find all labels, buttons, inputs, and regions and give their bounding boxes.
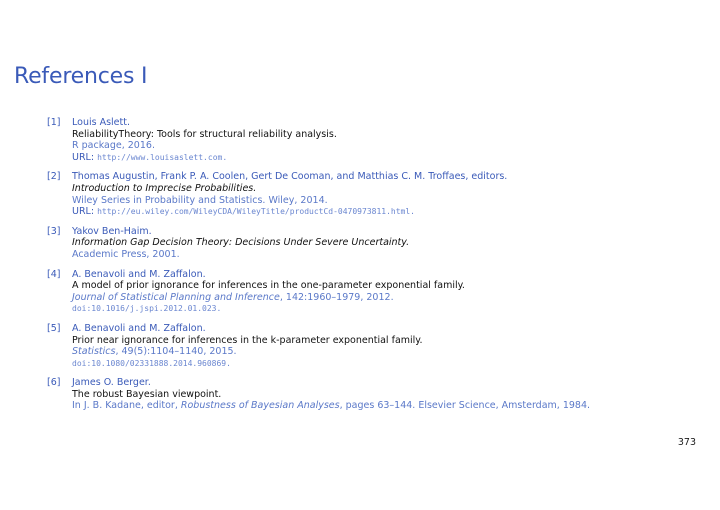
reference-url-link[interactable]: http://eu.wiley.com/WileyCDA/WileyTitle/productCd-0470973811.html. [97,207,415,217]
page-number: 373 [677,437,696,448]
reference-author: Thomas Augustin, Frank P. A. Coolen, Gert De Cooman, and Matthias C. M. Troffaes, editors. [72,171,508,183]
reference-url-line [72,206,707,218]
reference-entry [47,323,707,369]
reference-title: Prior near ignorance for inferences in the k-parameter exponential family. [72,334,423,346]
reference-entry [47,269,707,315]
reference-doi-link[interactable]: doi:10.1080/02331888.2014.960869. [72,358,231,368]
reference-title: Information Gap Decision Theory: Decisions Under Severe Uncertainty. [72,237,410,249]
reference-publication: Academic Press, 2001. [72,248,180,260]
reference-number: [2] [47,171,61,183]
reference-publication [72,292,707,304]
reference-author: Louis Aslett. [72,117,130,128]
url-label: URL: [72,151,95,163]
reference-number: [5] [47,322,61,334]
book-title: Robustness of Bayesian Analyses [180,400,340,412]
reference-author: A. Benavoli and M. Zaffalon. [72,322,206,334]
reference-title: ReliabilityTheory: Tools for structural reliability analysis. [72,128,337,140]
publication-details: , pages 63–144. Elsevier Science, Amsterdam, 1984. [339,400,591,412]
reference-publication [72,400,707,412]
reference-publication [72,346,707,358]
journal-name: Statistics [72,346,116,358]
reference-doi-line [72,358,707,370]
reference-url-link[interactable]: http://www.louisaslett.com. [97,152,228,162]
reference-entry [47,117,707,163]
reference-title: The robust Bayesian viewpoint. [72,388,222,400]
reference-title: A model of prior ignorance for inferences in the one-parameter exponential family. [72,280,465,292]
reference-author: Yakov Ben-Haim. [72,225,152,237]
journal-name: Journal of Statistical Planning and Inference [72,291,280,303]
reference-author: A. Benavoli and M. Zaffalon. [72,268,206,280]
reference-number: [3] [47,225,61,237]
page-title: References I [14,64,148,89]
reference-author: James O. Berger. [72,377,151,389]
reference-doi-line [72,303,707,315]
publication-details: , 142:1960–1979, 2012. [279,291,394,303]
url-label: URL: [72,206,95,218]
reference-publication: Wiley Series in Probability and Statistics. Wiley, 2014. [72,194,328,206]
references-list [47,117,707,420]
reference-number: [6] [47,377,61,389]
publication-details: , 49(5):1104–1140, 2015. [115,346,237,358]
reference-entry [47,226,707,261]
reference-number: [4] [47,268,61,280]
reference-number: [1] [47,117,61,128]
publication-prefix: In J. B. Kadane, editor, [72,400,181,412]
reference-entry [47,171,707,217]
reference-publication: R package, 2016. [72,140,155,152]
reference-doi-link[interactable]: doi:10.1016/j.jspi.2012.01.023. [72,304,222,314]
reference-title: Introduction to Imprecise Probabilities. [72,182,257,194]
reference-entry [47,377,707,412]
reference-url-line [72,152,707,164]
